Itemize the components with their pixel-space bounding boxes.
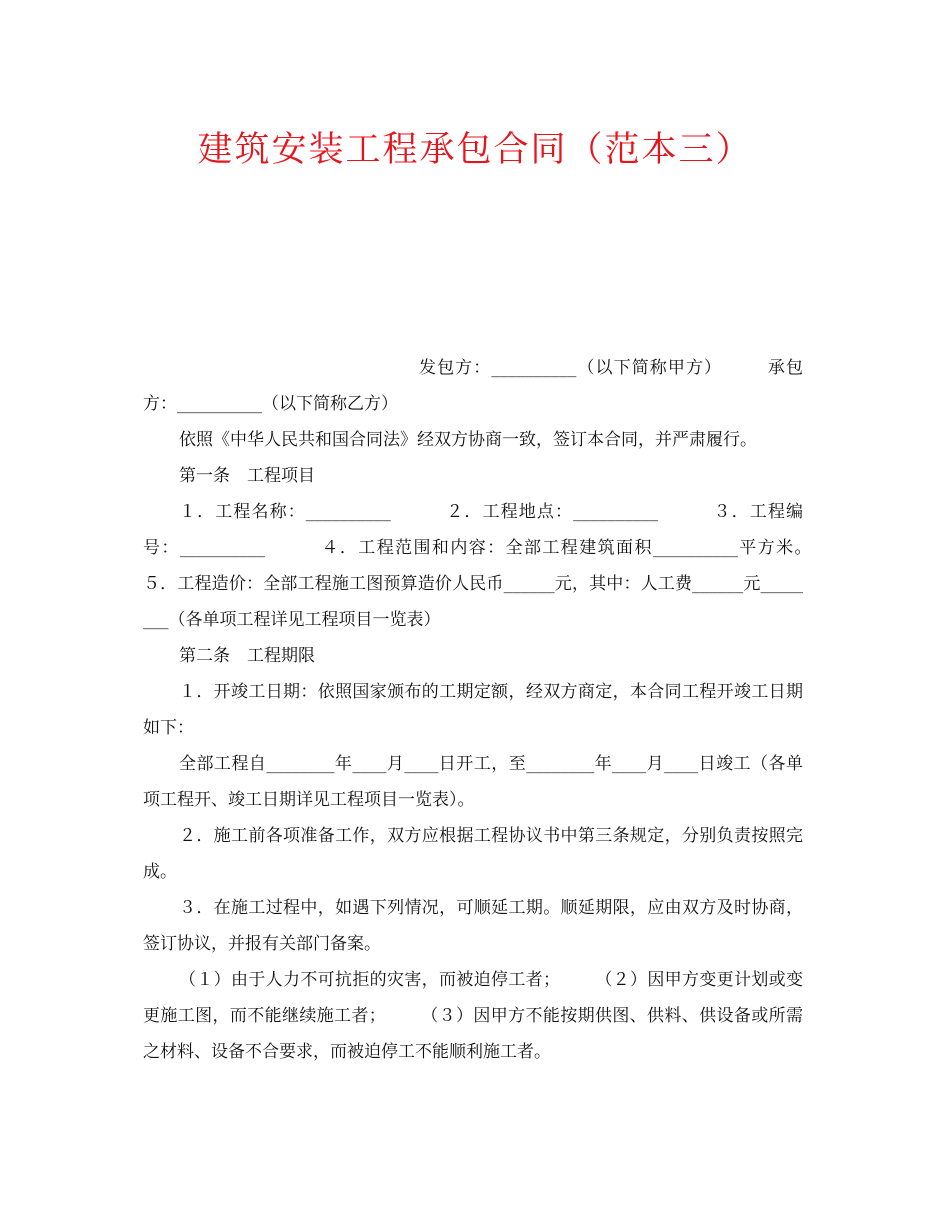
article-2-item-2: ２．施工前各项准备工作，双方应根据工程协议书中第三条规定，分别负责按照完成。 <box>143 826 803 882</box>
article-2-item-3: ３．在施工过程中，如遇下列情况，可顺延工期。顺延期限，应由双方及时协商，签订协议，并报有关部门备案。 <box>143 898 803 954</box>
document-title: 建筑安装工程承包合同（范本三） <box>197 130 753 170</box>
article-1-heading: 第一条 工程项目 <box>179 466 315 486</box>
document-body <box>143 350 854 1070</box>
article-2-heading: 第二条 工程期限 <box>179 646 315 666</box>
preamble-paragraph: 依照《中华人民共和国合同法》经双方协商一致，签订本合同，并严肃履行。 <box>179 430 757 450</box>
schedule-paragraph: 全部工程自________年____月____日开工，至________年____月____日竣工（各单项工程开、竣工日期详见工程项目一览表）。 <box>143 754 803 810</box>
article-2-item-1: １．开竣工日期：依照国家颁布的工期定额，经双方商定，本合同工程开竣工日期如下： <box>143 682 803 738</box>
article-1-items: １．工程名称：__________ ２．工程地点：__________ ３．工程编号：__________ ４．工程范围和内容：全部工程建筑面积__________平方米。 ５．工程造价：全部工程施工图预算造价人民币______元，其中：人工费______元________（各单项工程详见工程项目一览表） <box>143 502 854 630</box>
parties-paragraph: 发包方：__________（以下简称甲方） 承包方：__________（以下简称乙方） <box>143 358 803 414</box>
delay-conditions-paragraph: （１）由于人力不可抗拒的灾害，而被迫停工者； （２）因甲方变更计划或变更施工图，而不能继续施工者； （３）因甲方不能按期供图、供料、供设备或所需之材料、设备不合要求，而被迫停工不能顺利施工者。 <box>143 970 803 1062</box>
